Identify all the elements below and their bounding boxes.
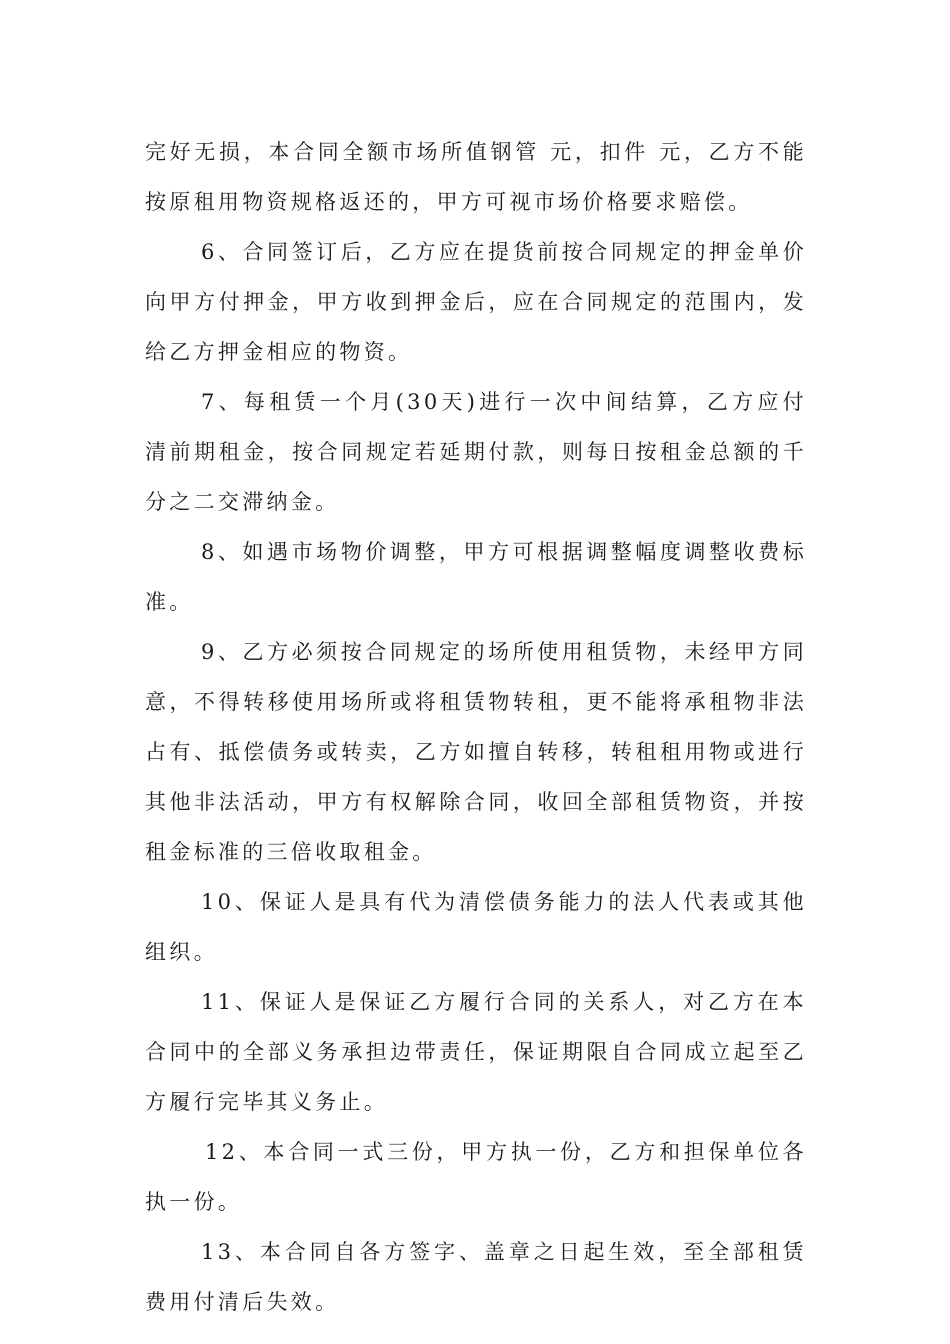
- clause-13: 13、本合同自各方签字、盖章之日起生效，至全部租赁费用付清后失效。: [145, 1240, 807, 1314]
- clause-9: 9、乙方必须按合同规定的场所使用租赁物，未经甲方同意，不得转移使用场所或将租赁物转租，更不能将承租物非法占有、抵偿债务或转卖，乙方如擅自转移，转租租用物或进行其他非法活动，甲方有权解除合同，收回全部租赁物资，并按租金标准的三倍收取租金。: [145, 640, 807, 864]
- paragraph-continuation: 完好无损，本合同全额市场所值钢管 元，扣件 元，乙方不能按原租用物资规格返还的，甲方可视市场价格要求赔偿。: [145, 140, 807, 214]
- clause-11: 11、保证人是保证乙方履行合同的关系人，对乙方在本合同中的全部义务承担边带责任，保证期限自合同成立起至乙方履行完毕其义务止。: [145, 990, 807, 1114]
- clause-7: 7、每租赁一个月(30天)进行一次中间结算，乙方应付清前期租金，按合同规定若延期付款，则每日按租金总额的千分之二交滞纳金。: [145, 390, 807, 514]
- clause-12: 12、本合同一式三份，甲方执一份，乙方和担保单位各执一份。: [145, 1140, 807, 1214]
- clause-10: 10、保证人是具有代为清偿债务能力的法人代表或其他组织。: [145, 890, 807, 964]
- clause-6: 6、合同签订后，乙方应在提货前按合同规定的押金单价向甲方付押金，甲方收到押金后，应在合同规定的范围内，发给乙方押金相应的物资。: [145, 240, 807, 364]
- document-body: [145, 127, 807, 1327]
- clause-8: 8、如遇市场物价调整，甲方可根据调整幅度调整收费标准。: [145, 540, 807, 614]
